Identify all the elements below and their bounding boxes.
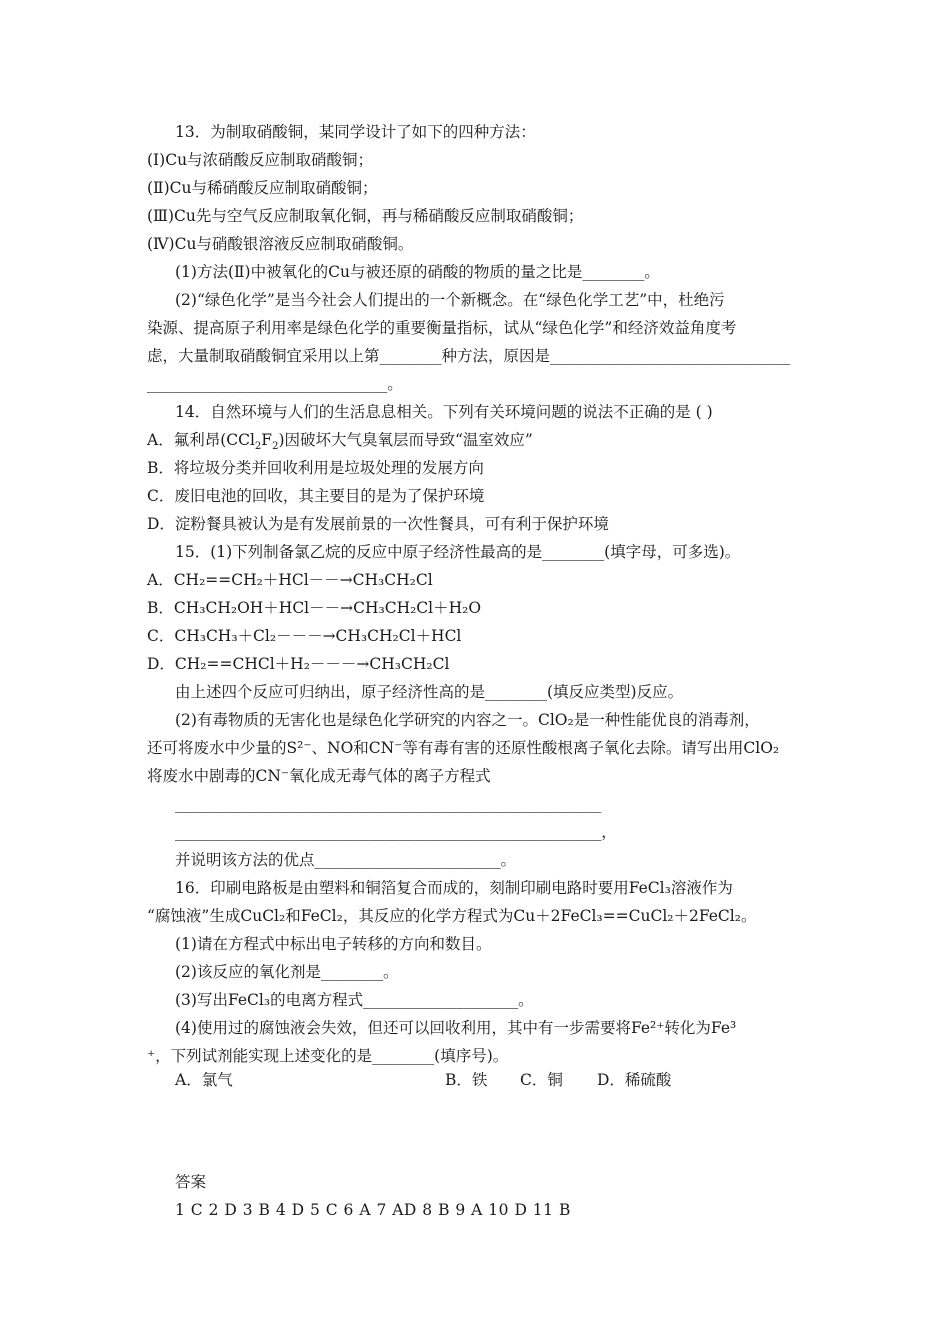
q13-method-1: (Ⅰ)Cu与浓硝酸反应制取硝酸铜；	[147, 151, 374, 169]
q15-answer-blank-2: _______________________________________________________，	[175, 823, 617, 841]
q13-part-2-line-2: 染源、提高原子利用率是绿色化学的重要衡量指标，试从“绿色化学”和经济效益角度考	[147, 319, 737, 337]
q16-stem-line-2: “腐蚀液”生成CuCl₂和FeCl₂，其反应的化学方程式为Cu＋2FeCl₃==CuCl₂＋2FeCl₂。	[147, 907, 757, 925]
q15-part-2-line-3: 将废水中剧毒的CN⁻氧化成无毒气体的离子方程式	[147, 767, 491, 785]
q16-part-4-line-2: ⁺，下列试剂能实现上述变化的是________(填序号)。	[147, 1047, 509, 1065]
q16-part-2: (2)该反应的氧化剂是________。	[175, 963, 399, 981]
q15-option-d: D．CH₂==CHCl＋H₂－－－→CH₃CH₂Cl	[147, 655, 450, 673]
q16-part-1: (1)请在方程式中标出电子转移的方向和数目。	[175, 935, 492, 953]
q14-option-c: C．废旧电池的回收，其主要目的是为了保护环境	[147, 487, 485, 505]
q16-part-4-line-1: (4)使用过的腐蚀液会失效，但还可以回收利用，其中有一步需要将Fe²⁺转化为Fe³	[175, 1019, 737, 1037]
q13-method-3: (Ⅲ)Cu先与空气反应制取氧化铜，再与稀硝酸反应制取硝酸铜；	[147, 207, 584, 225]
q15-option-b: B．CH₃CH₂OH＋HCl－－→CH₃CH₂Cl＋H₂O	[147, 599, 482, 617]
answers-heading: 答案	[175, 1173, 207, 1191]
q16-option-a: A．氯气	[175, 1071, 233, 1089]
q14-stem: 14．自然环境与人们的生活息息相关。下列有关环境问题的说法不正确的是 ( )	[175, 403, 713, 421]
q15-stem: 15．(1)下列制备氯乙烷的反应中原子经济性最高的是________(填字母，可多选)。	[175, 543, 741, 561]
q15-advantage: 并说明该方法的优点________________________。	[175, 851, 517, 869]
answers-row: 1 C 2 D 3 B 4 D 5 C 6 A 7 AD 8 B 9 A 10 D 11 B	[175, 1201, 571, 1219]
q16-option-b: B．铁	[445, 1071, 488, 1089]
q15-summary: 由上述四个反应可归纳出，原子经济性高的是________(填反应类型)反应。	[175, 683, 684, 701]
q16-stem-line-1: 16．印刷电路板是由塑料和铜箔复合而成的，刻制印刷电路时要用FeCl₃溶液作为	[175, 879, 733, 897]
q15-part-2-line-1: (2)有毒物质的无害化也是绿色化学研究的内容之一。ClO₂是一种性能优良的消毒剂，	[175, 711, 760, 729]
q15-answer-blank-1: _______________________________________________________	[175, 795, 602, 813]
q13-stem: 13．为制取硝酸铜，某同学设计了如下的四种方法：	[175, 123, 536, 141]
q16-options	[175, 1066, 830, 1094]
q13-part-1: (1)方法(Ⅱ)中被氧化的Cu与被还原的硝酸的物质的量之比是________。	[175, 263, 660, 281]
q15-option-a: A．CH₂==CH₂＋HCl－－→CH₃CH₂Cl	[147, 571, 433, 589]
q14-option-b: B．将垃圾分类并回收利用是垃圾处理的发展方向	[147, 459, 484, 477]
q13-method-2: (Ⅱ)Cu与稀硝酸反应制取硝酸铜；	[147, 179, 378, 197]
q16-part-3: (3)写出FeCl₃的电离方程式____________________。	[175, 991, 534, 1009]
q14-option-a: A．氟利昂$(CCl_2F_2)$因破坏大气臭氧层而导致“温室效应”	[147, 431, 533, 453]
q16-option-c: C．铜	[520, 1071, 563, 1089]
q16-option-d: D．稀硫酸	[597, 1071, 672, 1089]
q13-part-2-line-4: _______________________________。	[147, 375, 403, 393]
q13-part-2-line-3: 虑，大量制取硝酸铜宜采用以上第________种方法，原因是_______________________________	[147, 347, 791, 365]
q15-part-2-line-2: 还可将废水中少量的S²⁻、NO和CN⁻等有毒有害的还原性酸根离子氧化去除。请写出用ClO₂	[147, 739, 780, 757]
q13-method-4: (Ⅳ)Cu与硝酸银溶液反应制取硝酸铜。	[147, 235, 414, 253]
q15-option-c: C．CH₃CH₃＋Cl₂－－－→CH₃CH₂Cl＋HCl	[147, 627, 462, 645]
q14-option-d: D．淀粉餐具被认为是有发展前景的一次性餐具，可有利于保护环境	[147, 515, 609, 533]
q13-part-2-line-1: (2)“绿色化学”是当今社会人们提出的一个新概念。在“绿色化学工艺”中，杜绝污	[175, 291, 725, 309]
